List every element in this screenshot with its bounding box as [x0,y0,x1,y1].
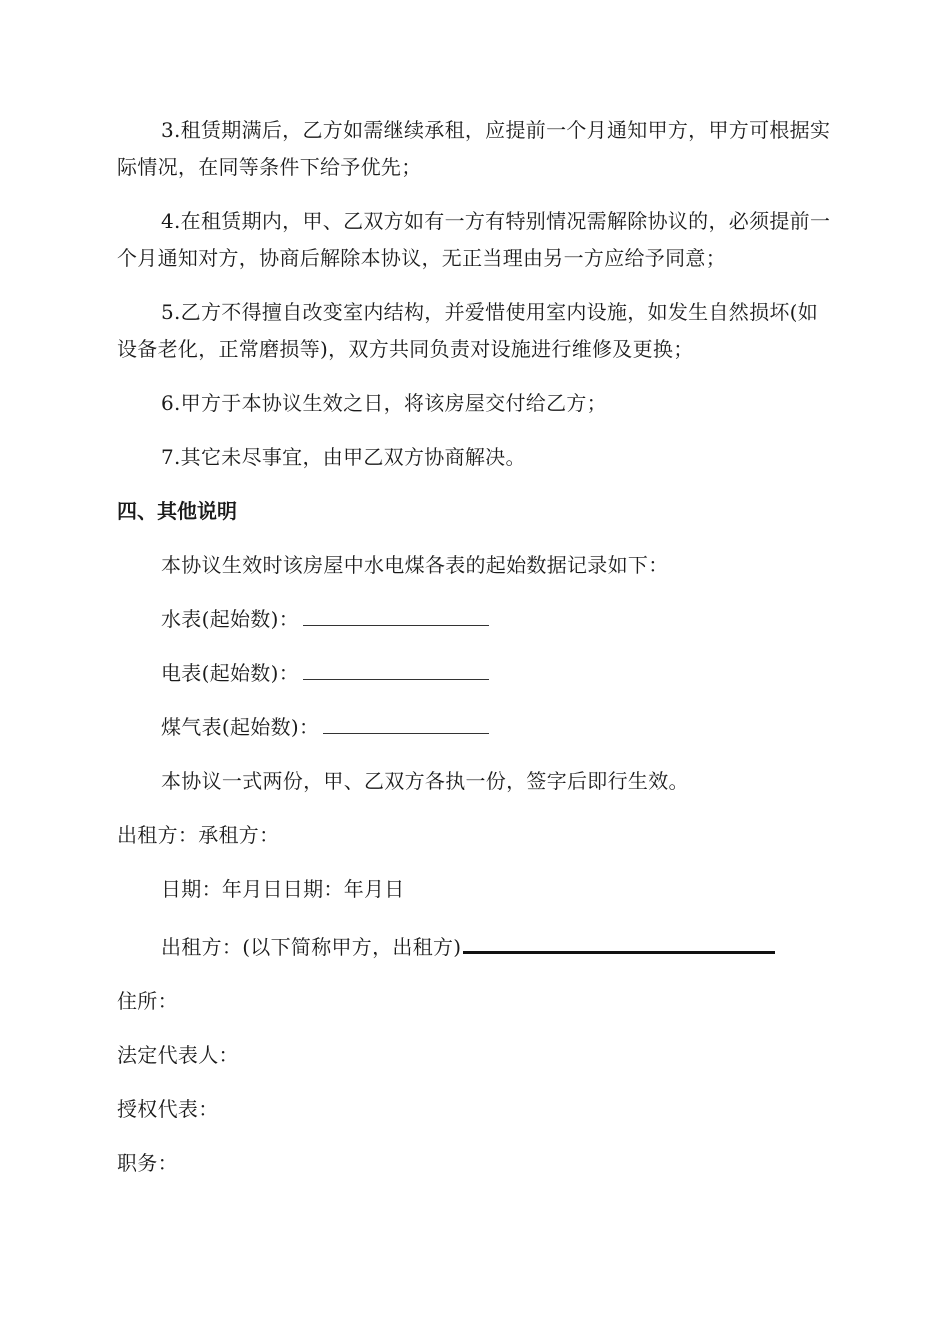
position-field: 职务： [117,1151,178,1175]
copies-statement: 本协议一式两份，甲、乙双方各执一份，签字后即行生效。 [161,769,689,793]
authorized-representative-field: 授权代表： [117,1097,219,1121]
signature-parties: 出租方：承租方： [117,823,280,847]
water-meter-label: 水表(起始数)： [161,607,300,631]
clause-5: 5.乙方不得擅自改变室内结构，并爱惜使用室内设施，如发生自然损坏(如设备老化，正常磨损等)，双方共同负责对设施进行维修及更换； [117,300,819,361]
gas-meter-label: 煤气表(起始数)： [161,715,320,739]
water-meter-blank [303,601,489,626]
lessor-line [117,925,837,966]
lessor-blank [463,925,775,954]
clause-6: 6.甲方于本协议生效之日，将该房屋交付给乙方； [161,391,607,415]
section-heading-other-notes: 四、其他说明 [117,499,237,523]
clause-4: 4.在租赁期内，甲、乙双方如有一方有特别情况需解除协议的，必须提前一个月通知对方，协商后解除本协议，无正当理由另一方应给予同意； [117,209,831,270]
gas-meter-line [117,709,837,746]
electric-meter-blank [303,655,489,680]
lessor-label: 出租方：(以下简称甲方，出租方) [161,935,462,959]
electric-meter-line [117,655,837,692]
legal-representative-field: 法定代表人： [117,1043,239,1067]
water-meter-line [117,601,837,638]
meter-intro: 本协议生效时该房屋中水电煤各表的起始数据记录如下： [161,553,669,577]
clause-7: 7.其它未尽事宜，由甲乙双方协商解决。 [161,445,526,469]
clause-3: 3.租赁期满后，乙方如需继续承租，应提前一个月通知甲方，甲方可根据实际情况，在同等条件下给予优先； [117,118,831,179]
address-field: 住所： [117,989,178,1013]
gas-meter-blank [323,709,489,734]
signature-dates: 日期：年月日日期：年月日 [161,877,405,901]
document-body [117,112,837,1182]
electric-meter-label: 电表(起始数)： [161,661,300,685]
